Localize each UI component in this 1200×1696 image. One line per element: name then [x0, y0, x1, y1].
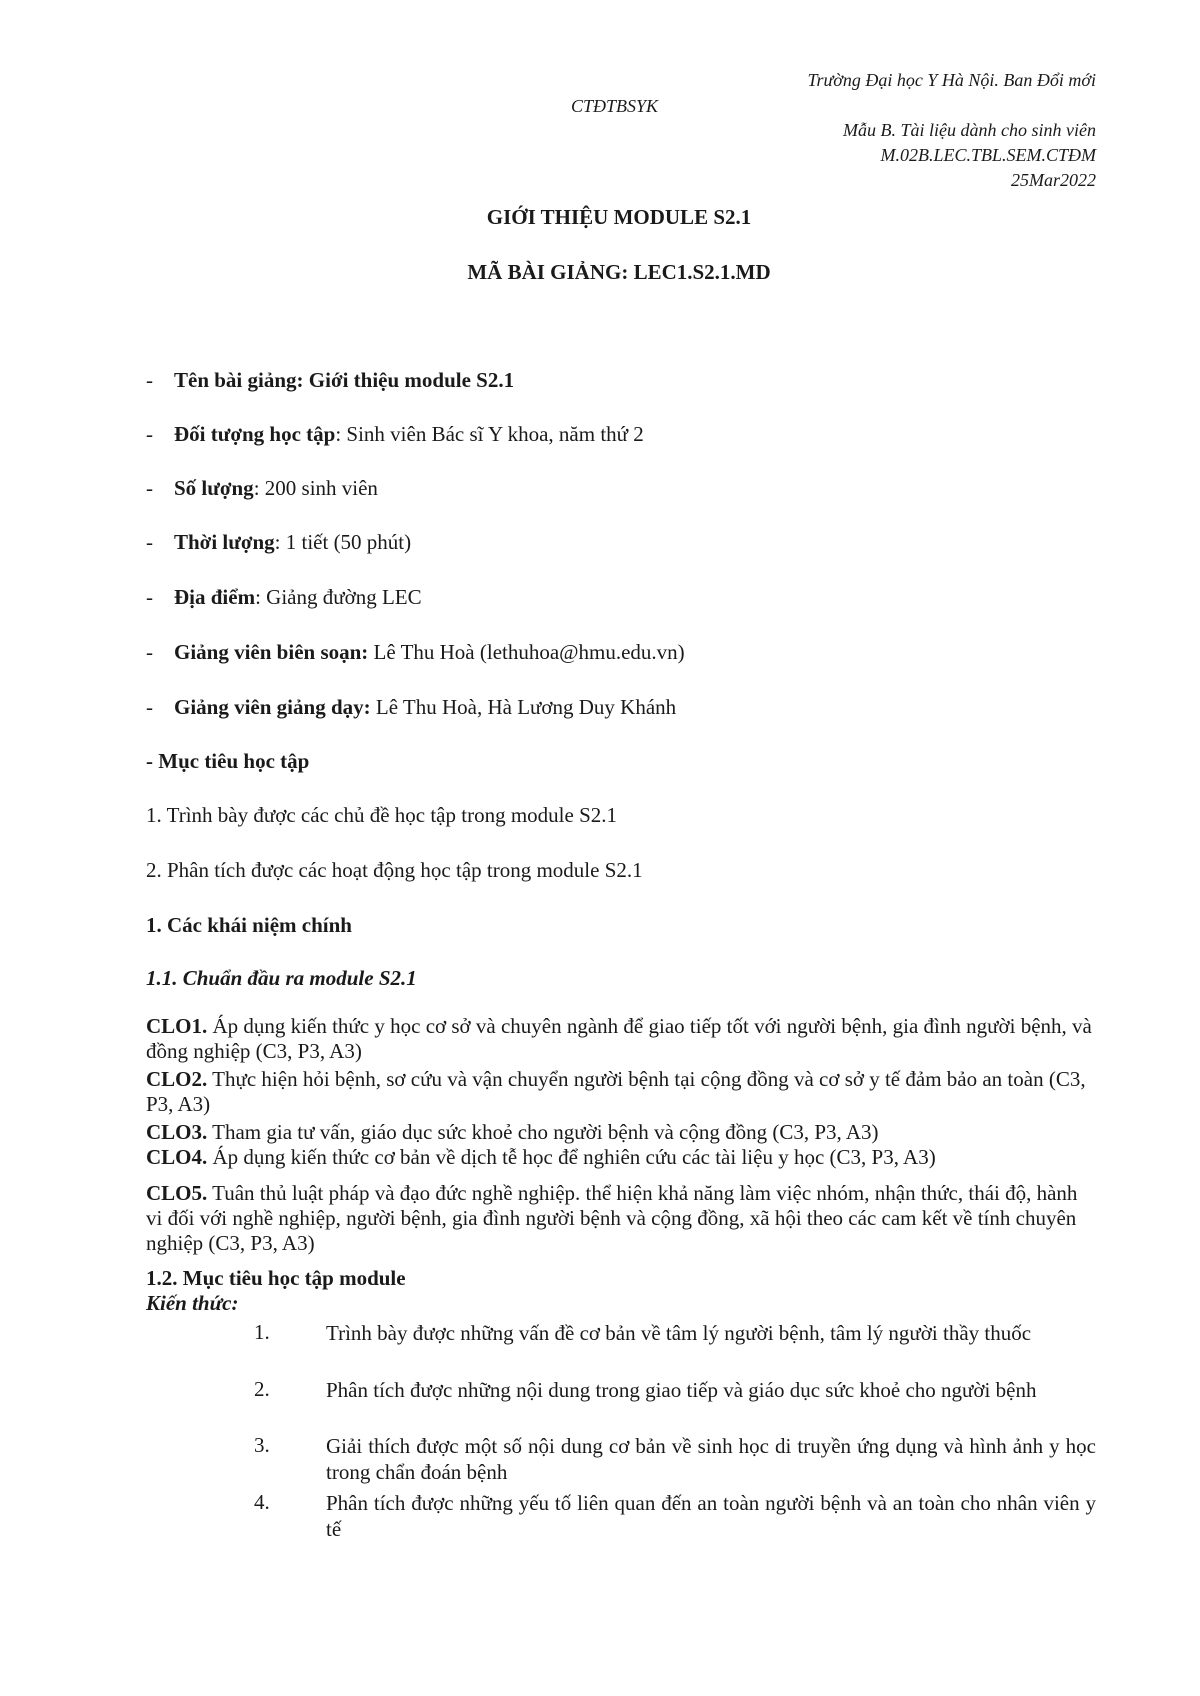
lecture-code-title: MÃ BÀI GIẢNG: LEC1.S2.1.MD — [467, 260, 771, 284]
field-label: Giảng viên giảng dạy: — [174, 695, 371, 719]
field-lecturers: - Giảng viên giảng dạy: Lê Thu Hoà, Hà Lương Duy Khánh — [146, 695, 677, 719]
clo-label: CLO2. — [146, 1067, 208, 1091]
field-author: - Giảng viên biên soạn: Lê Thu Hoà (lethuhoa@hmu.edu.vn) — [146, 640, 685, 664]
field-label: Đối tượng học tập — [174, 422, 336, 446]
field-label: Thời lượng — [174, 530, 275, 554]
clo-2 — [146, 1067, 1096, 1117]
clo-text: Tham gia tư vấn, giáo dục sức khoẻ cho người bệnh và cộng đồng (C3, P3, A3) — [207, 1120, 879, 1144]
field-value: : Giảng đường LEC — [255, 585, 422, 609]
knowledge-item-text: Phân tích được những nội dung trong giao tiếp và giáo dục sức khoẻ cho người bệnh — [326, 1378, 1037, 1402]
clo-label: CLO3. — [146, 1120, 208, 1144]
objective-item: 2. Phân tích được các hoạt động học tập trong module S2.1 — [146, 858, 643, 882]
clo-5 — [146, 1181, 1096, 1256]
header-form-code: M.02B.LEC.TBL.SEM.CTĐM — [880, 145, 1096, 165]
clo-1 — [146, 1014, 1096, 1064]
knowledge-item-text: Giải thích được một số nội dung cơ bản về sinh học di truyền ứng dụng và hình ảnh y học trong chẩn đoán bệnh — [326, 1434, 1096, 1484]
header-date: 25Mar2022 — [1011, 170, 1096, 190]
field-value: Lê Thu Hoà, Hà Lương Duy Khánh — [370, 695, 677, 719]
clo-text: Áp dụng kiến thức y học cơ sở và chuyên ngành để giao tiếp tốt với người bệnh, gia đình người bệnh, và đồng nghiệp (C3, P3, A3) — [146, 1014, 1092, 1063]
field-location: - Địa điểm: Giảng đường LEC — [146, 585, 422, 609]
knowledge-item-number: 2. — [254, 1377, 270, 1401]
clo-3 — [146, 1120, 1096, 1145]
field-label: Số lượng — [174, 476, 254, 500]
header-institution: Trường Đại học Y Hà Nội. Ban Đổi mới — [807, 70, 1096, 90]
field-label: Địa điểm — [174, 585, 256, 609]
knowledge-item-text: Trình bày được những vấn đề cơ bản về tâm lý người bệnh, tâm lý người thầy thuốc — [326, 1321, 1032, 1345]
knowledge-item-text: Phân tích được những yếu tố liên quan đến an toàn người bệnh và an toàn cho nhân viên y tế — [326, 1491, 1096, 1541]
field-label: Giảng viên biên soạn: — [174, 640, 369, 664]
knowledge-label: Kiến thức: — [146, 1291, 239, 1315]
field-duration: - Thời lượng: 1 tiết (50 phút) — [146, 530, 412, 554]
knowledge-item-number: 1. — [254, 1320, 270, 1344]
field-value: : 1 tiết (50 phút) — [274, 530, 412, 554]
clo-text: Áp dụng kiến thức cơ bản về dịch tễ học để nghiên cứu các tài liệu y học (C3, P3, A3) — [207, 1145, 936, 1169]
clo-label: CLO1. — [146, 1014, 208, 1038]
clo-text: Tuân thủ luật pháp và đạo đức nghề nghiệp. thể hiện khả năng làm việc nhóm, nhận thức, thái độ, hành vi đối với nghề nghiệp, người bệnh, gia đình người bệnh và cộng đồng, xã hội theo các cam kết về tính chuyên nghiệp (C3, P3, A3) — [146, 1181, 1078, 1255]
field-value: : 200 sinh viên — [253, 476, 378, 500]
section1-heading: 1. Các khái niệm chính — [146, 913, 352, 937]
field-value: Lê Thu Hoà (lethuhoa@hmu.edu.vn) — [368, 640, 685, 664]
header-program: CTĐTBSYK — [571, 96, 659, 116]
field-value: Giới thiệu module S2.1 — [308, 368, 515, 392]
field-label: Tên bài giảng: — [174, 368, 309, 392]
objective-item: 1. Trình bày được các chủ đề học tập trong module S2.1 — [146, 803, 617, 827]
field-value: : Sinh viên Bác sĩ Y khoa, năm thứ 2 — [335, 422, 644, 446]
knowledge-item-number: 4. — [254, 1490, 270, 1514]
clo-4 — [146, 1145, 1096, 1170]
section1-2-heading: 1.2. Mục tiêu học tập module — [146, 1266, 406, 1290]
field-target-audience: - Đối tượng học tập: Sinh viên Bác sĩ Y khoa, năm thứ 2 — [146, 422, 644, 446]
clo-label: CLO4. — [146, 1145, 208, 1169]
field-quantity: - Số lượng: 200 sinh viên — [146, 476, 378, 500]
header-form-type: Mẫu B. Tài liệu dành cho sinh viên — [843, 120, 1096, 140]
field-lecture-name: - Tên bài giảng: Giới thiệu module S2.1 — [146, 368, 515, 392]
objectives-heading: - Mục tiêu học tập — [146, 749, 310, 773]
module-title: GIỚI THIỆU MODULE S2.1 — [486, 205, 752, 229]
knowledge-item-number: 3. — [254, 1433, 270, 1457]
clo-text: Thực hiện hỏi bệnh, sơ cứu và vận chuyển người bệnh tại cộng đồng và cơ sở y tế đảm bảo an toàn (C3, P3, A3) — [146, 1067, 1086, 1116]
clo-label: CLO5. — [146, 1181, 208, 1205]
section1-1-heading: 1.1. Chuẩn đầu ra module S2.1 — [146, 966, 417, 990]
